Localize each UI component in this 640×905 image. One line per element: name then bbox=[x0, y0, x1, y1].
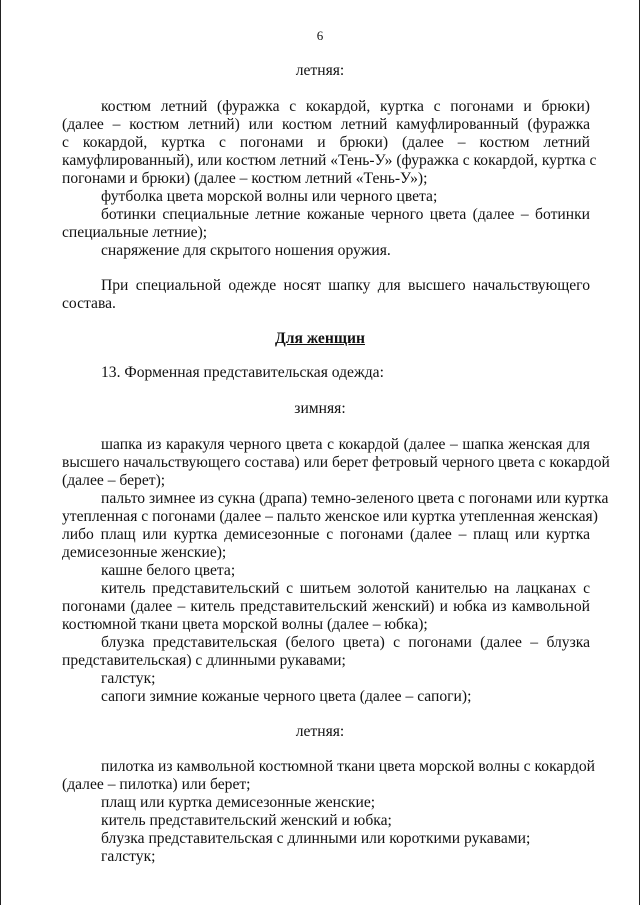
coat-line-4: демисезонные женские); bbox=[62, 544, 227, 561]
summer-line-5: погонами и брюки) (далее – костюм летний «Тень-У»); bbox=[62, 170, 428, 187]
heading-winter: зимняя: bbox=[294, 400, 346, 417]
hat-line-2: высшего начальствующего состава) или берет фетровый черного цвета с кокардой bbox=[62, 454, 610, 471]
blouse-line-1: блузка представительская (белого цвета) с погонами (далее – блузка bbox=[101, 634, 590, 651]
blouse-sleeves-line: блузка представительская с длинными или короткими рукавами; bbox=[101, 830, 531, 847]
tie-line-2: галстук; bbox=[101, 848, 156, 865]
boots-line-2: специальные летние); bbox=[62, 224, 208, 241]
summer-line-2: (далее – костюм летний) или костюм летний камуфлированный (фуражка bbox=[62, 116, 590, 133]
cap-line-2: (далее – пилотка) или берет; bbox=[62, 776, 251, 793]
summer-line-4: камуфлированный), или костюм летний «Тень-У» (фуражка с кокардой, куртка с bbox=[62, 152, 597, 169]
coat-line-1: пальто зимнее из сукна (драпа) темно-зеленого цвета с погонами или куртка bbox=[101, 490, 609, 507]
special-line-1: При специальной одежде носят шапку для высшего начальствующего bbox=[101, 277, 590, 294]
heading-summer-top: летняя: bbox=[295, 62, 345, 79]
winter-boots-line: сапоги зимние кожаные черного цвета (далее – сапоги); bbox=[101, 688, 472, 705]
jacket-skirt-line: китель представительский женский и юбка; bbox=[101, 812, 392, 829]
item-13: 13. Форменная представительская одежда: bbox=[101, 364, 384, 381]
women-heading: Для женщин bbox=[275, 330, 365, 347]
special-line-2: состава. bbox=[62, 295, 116, 312]
hat-line-1: шапка из каракуля черного цвета с кокардой (далее – шапка женская для bbox=[101, 436, 590, 453]
coat-line-2: утепленная с погонами (далее – пальто женское или куртка утепленная женская) bbox=[62, 508, 598, 525]
coat-line-3: либо плащ или куртка демисезонные с погонами (далее – плащ или куртка bbox=[62, 526, 590, 543]
raincoat-line: плащ или куртка демисезонные женские; bbox=[101, 794, 376, 811]
tshirt-line: футболка цвета морской волны или черного цвета; bbox=[101, 188, 438, 205]
cap-line-1: пилотка из камвольной костюмной ткани цвета морской волны с кокардой bbox=[101, 758, 596, 775]
boots-line-1: ботинки специальные летние кожаные черного цвета (далее – ботинки bbox=[101, 206, 590, 223]
equipment-line: снаряжение для скрытого ношения оружия. bbox=[101, 242, 391, 259]
scarf-line: кашне белого цвета; bbox=[101, 562, 236, 579]
tie-line-1: галстук; bbox=[101, 670, 156, 687]
hat-line-3: (далее – берет); bbox=[62, 472, 166, 489]
blouse-line-2: представительская) с длинными рукавами; bbox=[62, 652, 346, 669]
heading-summer-women: летняя: bbox=[295, 723, 345, 740]
jacket-line-1: китель представительский с шитьем золотой канителью на лацканах с bbox=[101, 580, 590, 597]
jacket-line-3: костюмной ткани цвета морской волны (далее – юбка); bbox=[62, 616, 428, 633]
summer-line-3: с кокардой, куртка с погонами и брюки) (далее – костюм летний bbox=[62, 134, 590, 151]
page-left-edge bbox=[0, 0, 1, 905]
summer-line-1: костюм летний (фуражка с кокардой, куртка с погонами и брюки) bbox=[101, 98, 590, 115]
jacket-line-2: погонами (далее – китель представительский женский) и юбка из камвольной bbox=[62, 598, 590, 615]
page-number: 6 bbox=[316, 28, 324, 43]
